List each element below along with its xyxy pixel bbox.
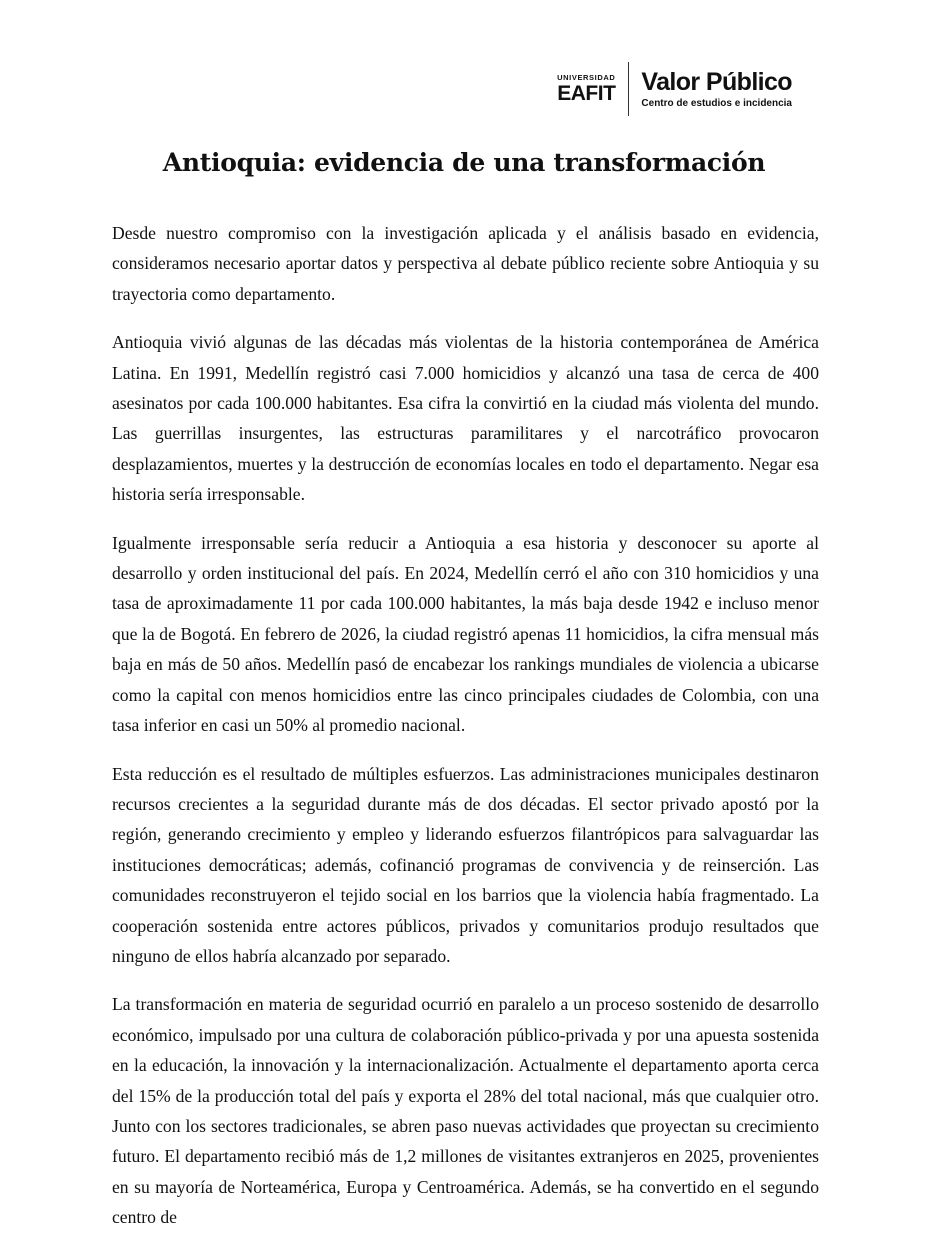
valor-publico-logo xyxy=(629,67,792,109)
paragraph-2: Antioquia vivió algunas de las décadas más violentas de la historia contemporánea de América Latina. En 1991, Medellín registró casi 7.000 homicidios y alcanzó una tasa de cerca de 400 asesinatos por cada 100.000 habitantes. Esa cifra la convirtió en la ciudad más violenta del mundo. Las guerrillas insurgentes, las estructuras paramilitares y el narcotráfico provocaron desplazamientos, muertes y la destrucción de economías locales en todo el departamento. Negar esa historia sería irresponsable. xyxy=(112,332,819,505)
eafit-logo-name: EAFIT xyxy=(557,81,616,105)
paragraph-1: Desde nuestro compromiso con la investigación aplicada y el análisis basado en evidencia, consideramos necesario aportar datos y perspectiva al debate público reciente sobre Antioquia y su trayectoria como departamento. xyxy=(112,223,819,304)
eafit-logo xyxy=(557,74,628,104)
paragraph-4: Esta reducción es el resultado de múltiples esfuerzos. Las administraciones municipales destinaron recursos crecientes a la seguridad durante más de dos décadas. El sector privado apostó por la región, generando crecimiento y empleo y liderando esfuerzos filantrópicos para salvaguardar las instituciones democráticas; además, cofinanció programas de convivencia y de reinserción. Las comunidades reconstruyeron el tejido social en los barrios que la violencia había fragmentado. La cooperación sostenida entre actores públicos, privados y comunitarios produjo resultados que ninguno de ellos habría alcanzado por separado. xyxy=(112,763,819,966)
document-body xyxy=(112,218,819,1251)
paragraph-3: Igualmente irresponsable sería reducir a Antioquia a esa historia y desconocer su aporte al desarrollo y orden institucional del país. En 2024, Medellín cerró el año con 310 homicidios y una tasa de aproximadamente 11 por cada 100.000 habitantes, la más baja desde 1942 e incluso menor que la de Bogotá. En febrero de 2026, la ciudad registró apenas 11 homicidios, la cifra mensual más baja en más de 50 años. Medellín pasó de encabezar los rankings mundiales de violencia a ubicarse como la capital con menos homicidios entre las cinco principales ciudades de Colombia, con una tasa inferior en casi un 50% al promedio nacional. xyxy=(112,532,819,736)
eafit-logo-small-text: UNIVERSIDAD xyxy=(557,73,616,83)
brand-subtitle: Centro de estudios e incidencia xyxy=(641,97,792,109)
brand-name: Valor Público xyxy=(641,67,792,96)
paragraph-5: La transformación en materia de seguridad ocurrió en paralelo a un proceso sostenido de desarrollo económico, impulsado por una cultura de colaboración público-privada y por una apuesta sostenida en la educación, la innovación y la internacionalización. Actualmente el departamento aporta cerca del 15% de la producción total del país y exporta el 28% del total nacional, más que cualquier otro. Junto con los sectores tradicionales, se abren paso nuevas actividades que proyectan su crecimiento futuro. El departamento recibió más de 1,2 millones de visitantes extranjeros en 2025, provenientes en su mayoría de Norteamérica, Europa y Centroamérica. Además, se ha convertido en el segundo centro de xyxy=(112,994,819,1228)
header-logos xyxy=(557,62,792,116)
page-title: Antioquia: evidencia de una transformación xyxy=(162,148,766,177)
